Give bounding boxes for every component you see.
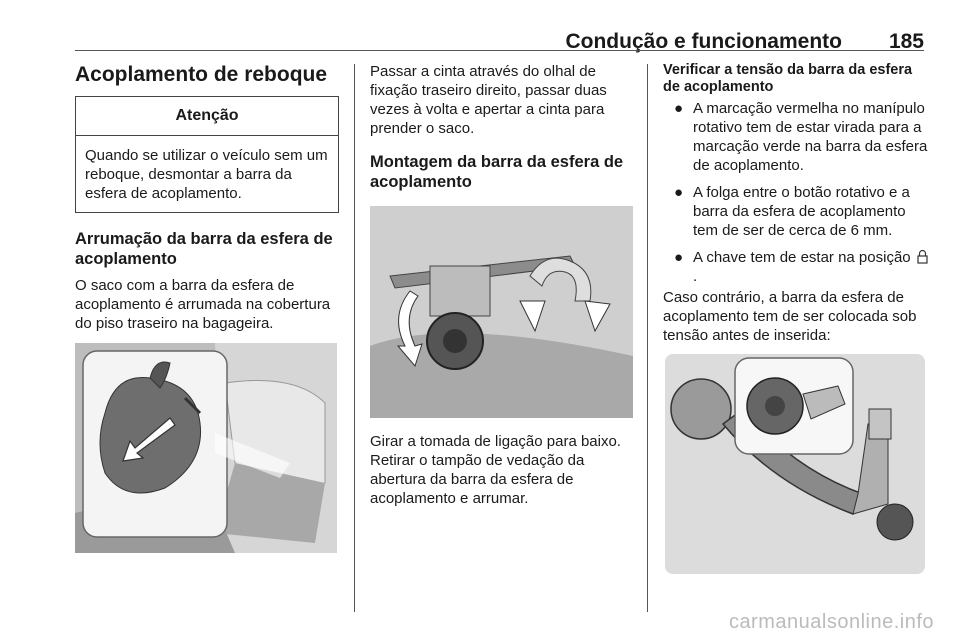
tension-check-heading: Verificar a tensão da barra da esfera de acoplamento: [663, 62, 913, 95]
mounting-text: Girar a tomada de ligação para baixo. Retirar o tampão de vedação da abertura da barra da esfera de acoplamento e arrumar.: [370, 433, 621, 507]
list-item-text: A chave tem de estar na posição: [693, 249, 911, 266]
running-header: Condução e funcionamento: [565, 30, 842, 53]
lock-icon: [917, 249, 928, 264]
list-item-text: A marcação vermelha no manípulo rotativo tem de estar virada para a marcação verde na barra da esfera de acoplamento.: [693, 100, 928, 174]
bullet-marker: ●: [674, 100, 684, 117]
socket-mounting-illustration: [370, 206, 633, 418]
attention-text: Quando se utilizar o veículo sem um reboque, desmontar a barra da esfera de acoplamento.: [85, 147, 328, 202]
storage-heading: Arrumação da barra da esfera de acoplamento: [75, 230, 333, 268]
column-divider-1: [354, 64, 355, 612]
list-item: ● A chave tem de estar na posição .: [663, 248, 929, 286]
strap-instruction-text: Passar a cinta através do olhal de fixação traseiro direito, passar duas vezes à volta e apertar a cinta para prender o saco.: [370, 63, 607, 137]
bullet-marker: ●: [674, 184, 684, 201]
watermark: carmanualsonline.info: [728, 611, 934, 633]
list-item: [663, 99, 929, 175]
tension-check-list: [663, 99, 929, 286]
list-item-text: A folga entre o botão rotativo e a barra da esfera de acoplamento tem de ser de cerca de 6 mm.: [693, 184, 910, 239]
header-rule: [75, 50, 924, 51]
column-3: [663, 62, 929, 574]
page-number: 185: [888, 30, 924, 53]
mounting-heading: Montagem da barra da esfera de acoplamento: [370, 153, 624, 191]
list-item: [663, 183, 929, 240]
attention-box: [75, 96, 339, 213]
column-1: [75, 62, 339, 553]
column-2: [370, 62, 634, 517]
section-title: Acoplamento de reboque: [75, 63, 328, 86]
attention-heading: Atenção: [76, 97, 338, 136]
otherwise-text: Caso contrário, a barra da esfera de acoplamento tem de ser colocada sob tensão antes de inserida:: [663, 289, 917, 344]
trunk-storage-illustration: [75, 343, 337, 553]
column-divider-2: [647, 64, 648, 612]
ball-bar-tension-illustration: [663, 354, 927, 574]
storage-text: O saco com a barra da esfera de acoplamento é arrumada na cobertura do piso traseiro na bagageira.: [75, 277, 331, 332]
bullet-marker: ●: [674, 249, 684, 266]
